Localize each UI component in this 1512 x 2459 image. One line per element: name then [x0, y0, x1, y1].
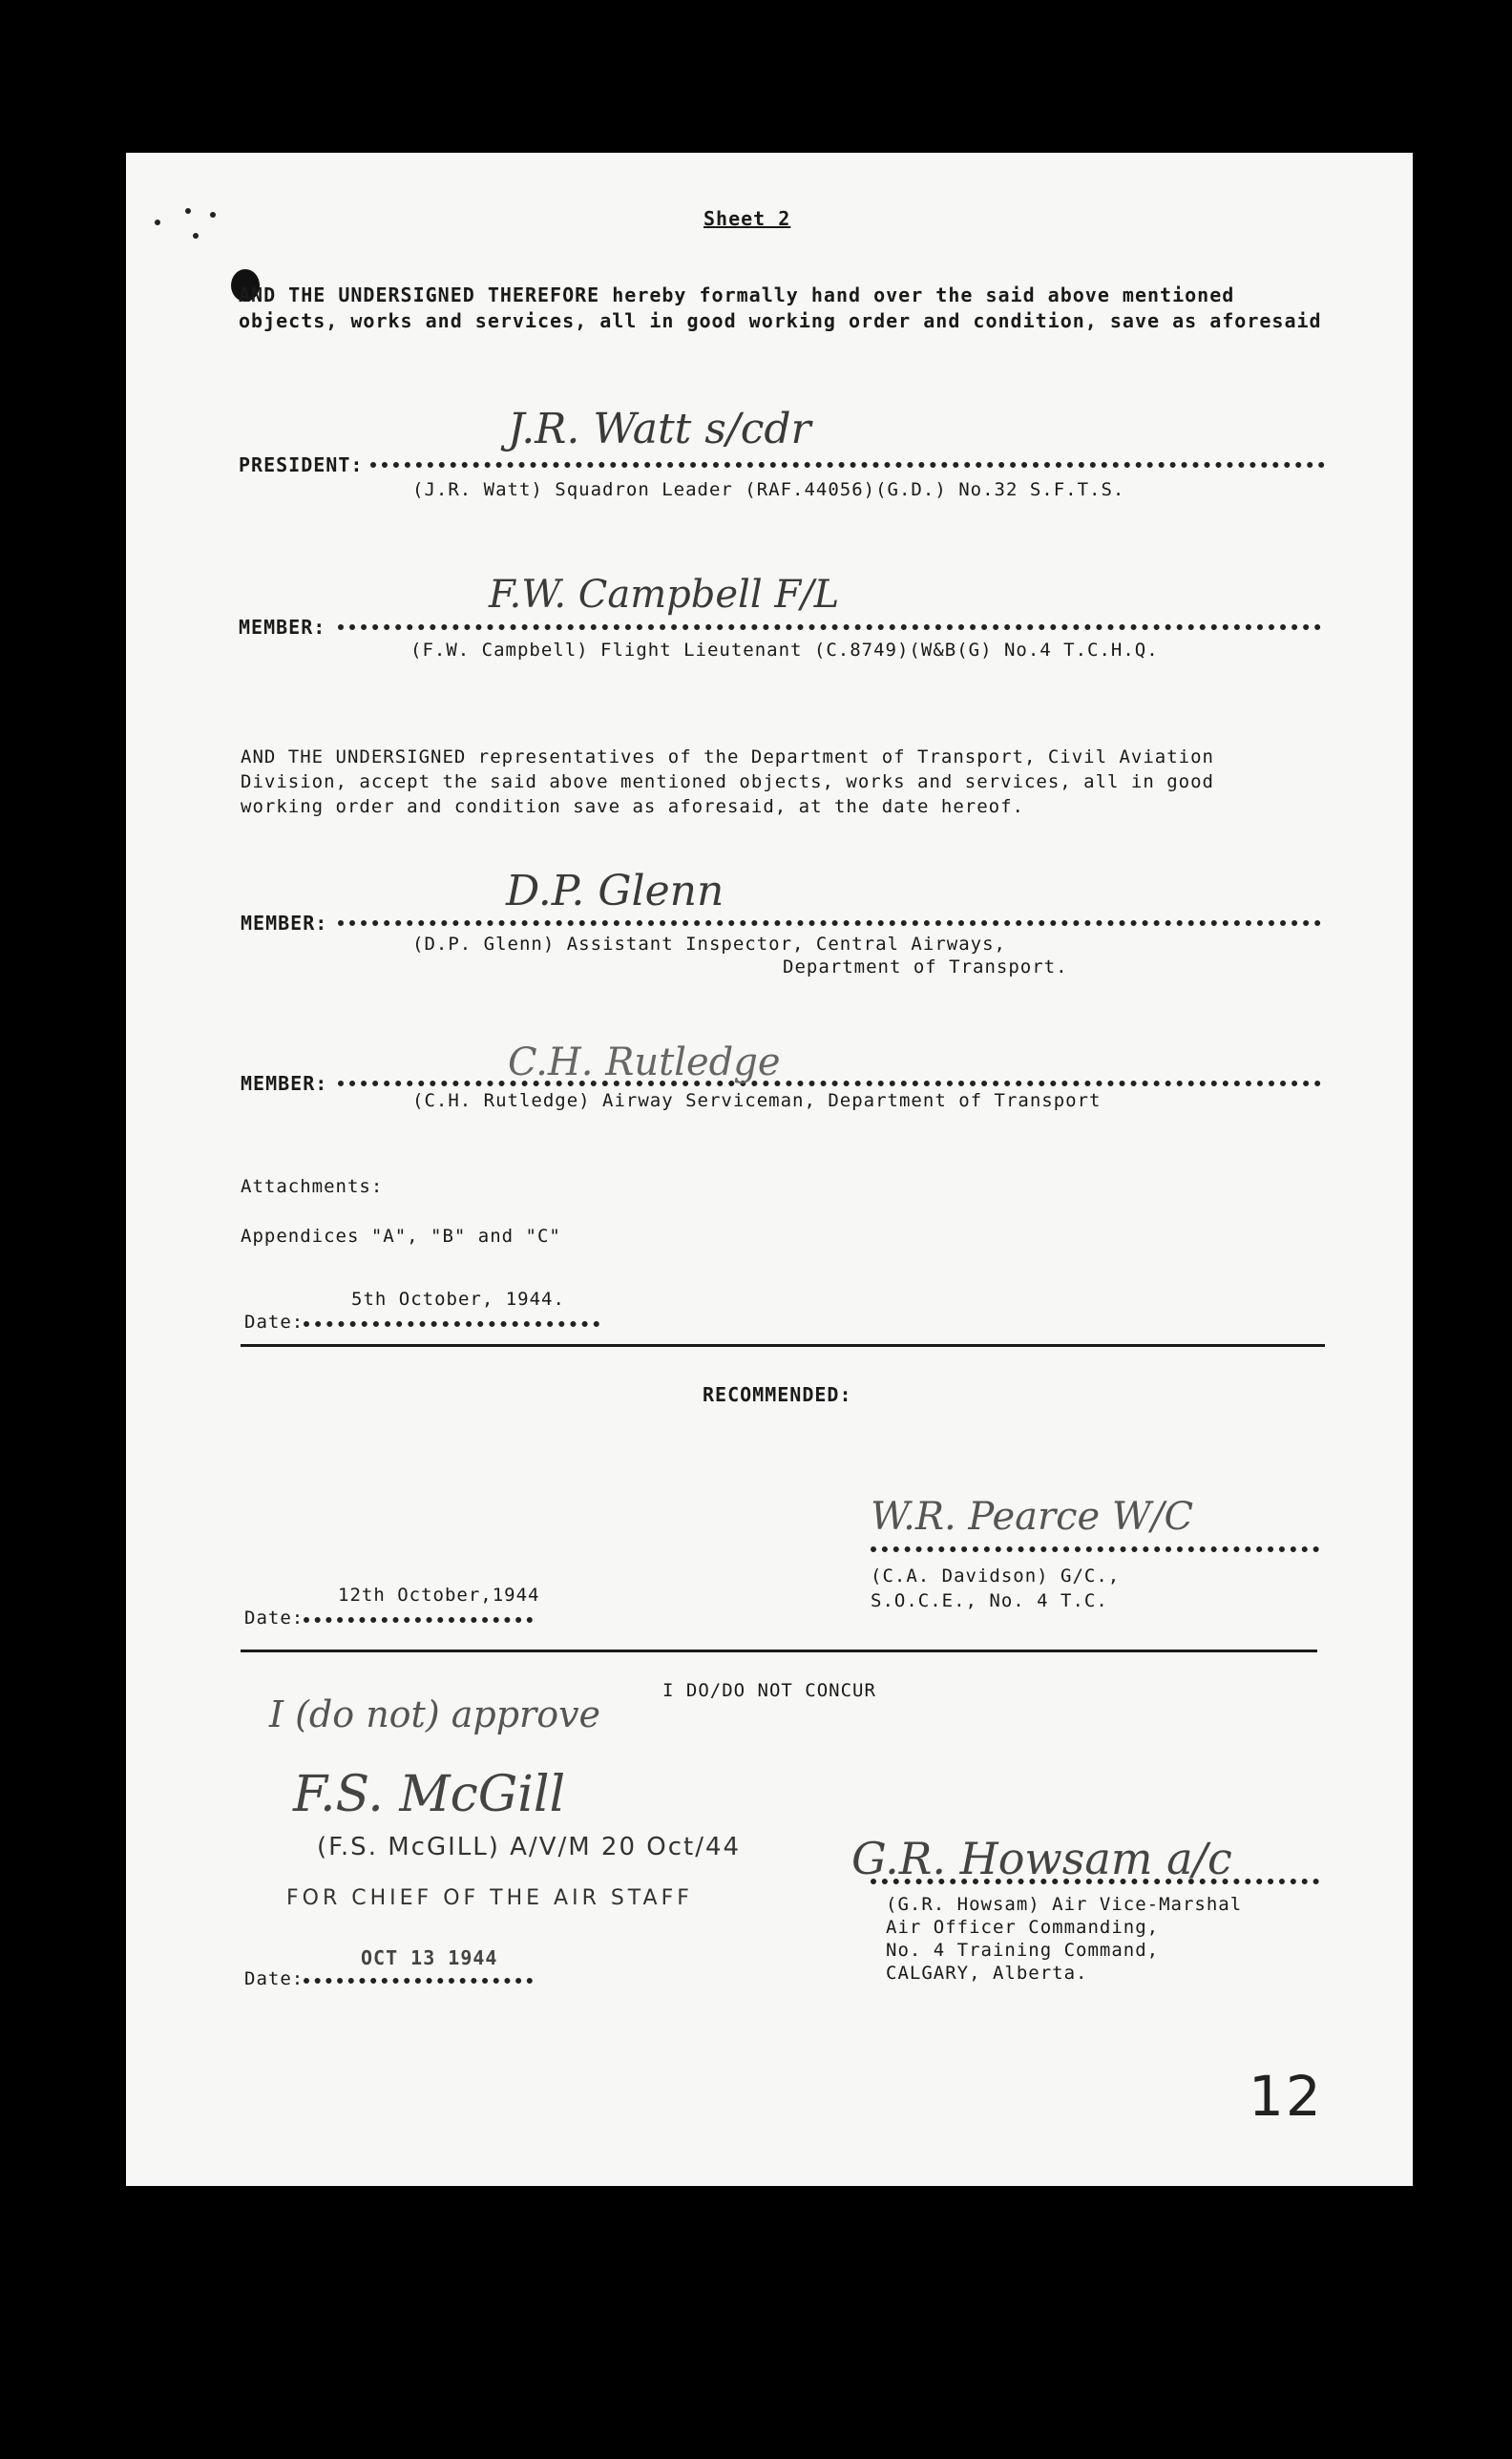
recommended-date-value: 12th October,1944	[338, 1585, 540, 1606]
attachments-value: Appendices "A", "B" and "C"	[241, 1226, 561, 1247]
member-1-caption: (F.W. Campbell) Flight Lieutenant (C.8749)(W&B(G) No.4 T.C.H.Q.	[410, 640, 1159, 661]
attachments-label: Attachments:	[241, 1176, 384, 1197]
page-number: 12	[1249, 2064, 1323, 2129]
recommended-caption-1: (C.A. Davidson) G/C.,	[871, 1566, 1121, 1587]
acceptance-line-1: AND THE UNDERSIGNED representatives of the Department of Transport, Civil Aviation	[241, 746, 1214, 767]
president-signature-line	[370, 462, 1325, 468]
president-signature: J.R. Watt s/cdr	[508, 405, 811, 453]
avm-signature-line	[871, 1879, 1319, 1884]
date-1-line	[304, 1321, 599, 1327]
recommended-caption-2: S.O.C.E., No. 4 T.C.	[871, 1590, 1108, 1611]
avm-caption-3: No. 4 Training Command,	[886, 1940, 1160, 1961]
avm-caption-4: CALGARY, Alberta.	[886, 1963, 1088, 1984]
ink-speck	[185, 208, 191, 214]
sheet-title: Sheet 2	[704, 207, 791, 230]
member-2-caption-2: Department of Transport.	[783, 956, 1068, 977]
member-2-signature-line	[338, 920, 1321, 926]
member-1-signature-line	[338, 624, 1321, 630]
president-caption: (J.R. Watt) Squadron Leader (RAF.44056)(G.D.) No.32 S.F.T.S.	[412, 479, 1125, 500]
handover-line-2: objects, works and services, all in good working order and condition, save as aforesaid	[239, 309, 1322, 332]
member-3-label: MEMBER:	[241, 1072, 328, 1095]
chief-air-staff-caption: FOR CHIEF OF THE AIR STAFF	[286, 1886, 693, 1910]
mcgill-signature: F.S. McGill	[293, 1766, 566, 1823]
avm-caption-1: (G.R. Howsam) Air Vice-Marshal	[886, 1894, 1243, 1915]
member-1-signature: F.W. Campbell F/L	[489, 573, 840, 617]
ink-speck	[193, 233, 199, 239]
date-1-label: Date:	[244, 1312, 304, 1333]
member-1-label: MEMBER:	[239, 616, 326, 639]
member-2-label: MEMBER:	[241, 912, 328, 935]
concur-label: I DO/DO NOT CONCUR	[662, 1680, 876, 1701]
date-stamp: OCT 13 1944	[361, 1946, 498, 1969]
concur-date-line	[304, 1978, 533, 1984]
ink-speck	[210, 212, 216, 218]
approve-handwriting: I (do not) approve	[269, 1693, 601, 1735]
member-2-caption-1: (D.P. Glenn) Assistant Inspector, Central Airways,	[412, 934, 1006, 955]
recommended-signature: W.R. Pearce W/C	[871, 1495, 1194, 1539]
member-3-signature: C.H. Rutledge	[508, 1040, 781, 1084]
document-page	[126, 153, 1413, 2186]
mcgill-caption: (F.S. McGILL) A/V/M 20 Oct/44	[317, 1833, 742, 1861]
recommended-signature-line	[871, 1546, 1319, 1552]
avm-caption-2: Air Officer Commanding,	[886, 1917, 1160, 1938]
avm-signature: G.R. Howsam a/c	[851, 1833, 1232, 1884]
recommended-date-line	[304, 1617, 533, 1623]
date-1-value: 5th October, 1944.	[351, 1289, 565, 1310]
recommended-date-label: Date:	[244, 1608, 304, 1629]
divider-1	[241, 1344, 1325, 1347]
member-3-signature-line	[338, 1081, 1321, 1086]
recommended-label: RECOMMENDED:	[703, 1383, 852, 1406]
ink-speck	[155, 220, 160, 225]
handover-line-1: AND THE UNDERSIGNED THEREFORE hereby formally hand over the said above mentioned	[239, 284, 1235, 306]
member-3-caption: (C.H. Rutledge) Airway Serviceman, Department of Transport	[412, 1090, 1102, 1111]
acceptance-line-3: working order and condition save as aforesaid, at the date hereof.	[241, 796, 1024, 817]
member-2-signature: D.P. Glenn	[506, 867, 724, 915]
concur-date-label: Date:	[244, 1968, 304, 1989]
divider-2	[241, 1650, 1317, 1652]
president-label: PRESIDENT:	[239, 453, 364, 476]
acceptance-line-2: Division, accept the said above mentioned objects, works and services, all in good	[241, 771, 1214, 792]
